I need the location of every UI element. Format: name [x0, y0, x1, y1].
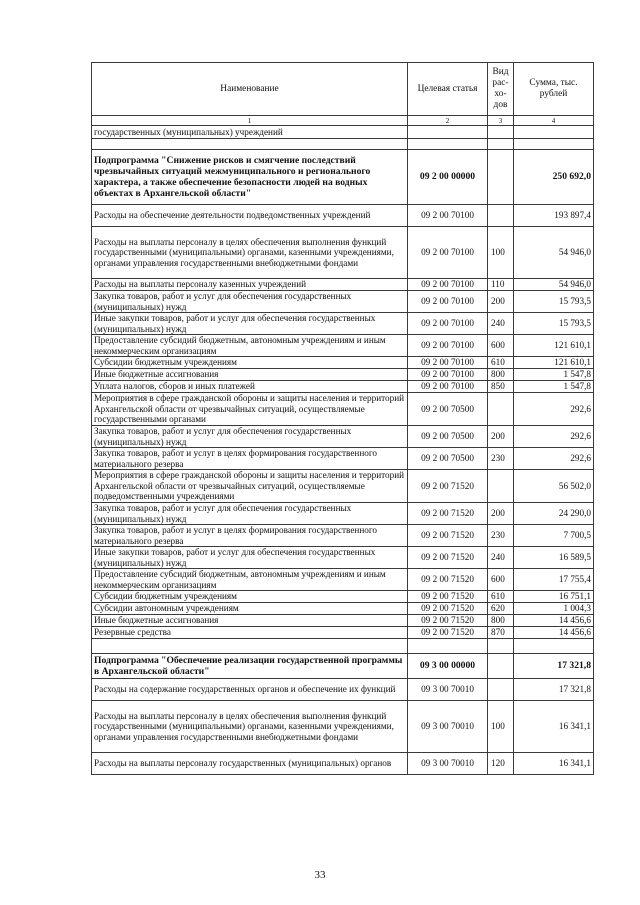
header-code: Целевая статья [408, 63, 488, 116]
row-kind [488, 393, 514, 426]
row-code: 09 2 00 00000 [408, 150, 488, 205]
row-sum: 14 456,6 [514, 615, 594, 627]
row-kind: 870 [488, 627, 514, 639]
table-row [92, 279, 594, 291]
row-name: Предоставление субсидий бюджетным, автономным учреждениям и иным некоммерческим организациям [92, 335, 408, 357]
row-kind [488, 126, 514, 139]
row-sum: 17 755,4 [514, 569, 594, 591]
table-row [92, 426, 594, 448]
row-sum: 121 610,1 [514, 335, 594, 357]
row-name: Расходы на выплаты персоналу в целях обеспечения выполнения функций государственными (муниципальными) органами, казенными учреждениями, органами управления государственными внебюджетными фондами [92, 227, 408, 279]
row-code: 09 3 00 00000 [408, 654, 488, 679]
table-row [92, 591, 594, 603]
row-sum: 17 321,8 [514, 679, 594, 701]
row-code: 09 3 00 70010 [408, 701, 488, 753]
row-sum: 193 897,4 [514, 205, 594, 227]
table-row [92, 569, 594, 591]
row-name: Закупка товаров, работ и услуг для обеспечения государственных (муниципальных) нужд [92, 291, 408, 313]
row-name: Субсидии бюджетным учреждениям [92, 357, 408, 369]
row-sum [514, 139, 594, 150]
row-kind: 100 [488, 227, 514, 279]
row-sum: 292,6 [514, 393, 594, 426]
column-number: 2 [408, 116, 488, 126]
row-sum: 54 946,0 [514, 279, 594, 291]
header-kind: Вид рас-хо-дов [488, 63, 514, 116]
page-number: 33 [314, 869, 326, 881]
row-sum: 292,6 [514, 448, 594, 470]
row-code: 09 2 00 71520 [408, 525, 488, 547]
row-kind [488, 470, 514, 503]
row-code [408, 639, 488, 654]
row-sum: 15 793,5 [514, 313, 594, 335]
row-name: Иные закупки товаров, работ и услуг для обеспечения государственных (муниципальных) нужд [92, 313, 408, 335]
row-code: 09 2 00 70100 [408, 381, 488, 393]
row-kind: 200 [488, 426, 514, 448]
column-number: 3 [488, 116, 514, 126]
row-name: Закупка товаров, работ и услуг для обеспечения государственных (муниципальных) нужд [92, 426, 408, 448]
row-code: 09 2 00 71520 [408, 547, 488, 569]
row-name: Расходы на выплаты персоналу в целях обеспечения выполнения функций государственными (муниципальными) органами, казенными учреждениями, органами управления государственными внебюджетными фондами [92, 701, 408, 753]
table-row [92, 701, 594, 753]
row-kind: 110 [488, 279, 514, 291]
table-row [92, 369, 594, 381]
row-kind [488, 679, 514, 701]
row-kind: 600 [488, 569, 514, 591]
row-sum: 24 290,0 [514, 503, 594, 525]
row-name: Предоставление субсидий бюджетным, автономным учреждениям и иным некоммерческим организациям [92, 569, 408, 591]
column-number: 1 [92, 116, 408, 126]
header-sum: Сумма, тыс. рублей [514, 63, 594, 116]
row-sum: 1 547,8 [514, 369, 594, 381]
row-kind: 230 [488, 525, 514, 547]
row-name: Закупка товаров, работ и услуг для обеспечения государственных (муниципальных) нужд [92, 503, 408, 525]
row-name: государственных (муниципальных) учреждений [92, 126, 408, 139]
row-code [408, 139, 488, 150]
row-name: Закупка товаров, работ и услуг в целях формирования государственного материального резерва [92, 448, 408, 470]
row-code: 09 2 00 70100 [408, 313, 488, 335]
row-name: Субсидии автономным учреждениям [92, 603, 408, 615]
table-row [92, 139, 594, 150]
column-number-row [92, 116, 594, 126]
row-sum [514, 639, 594, 654]
row-kind: 620 [488, 603, 514, 615]
row-sum: 14 456,6 [514, 627, 594, 639]
row-name: Подпрограмма "Снижение рисков и смягчение последствий чрезвычайных ситуаций межмуниципального и регионального характера, а также обеспечение безопасности людей на водных объектах в Архангельской области" [92, 150, 408, 205]
row-name: Иные закупки товаров, работ и услуг для обеспечения государственных (муниципальных) нужд [92, 547, 408, 569]
row-kind [488, 639, 514, 654]
row-name: Субсидии бюджетным учреждениям [92, 591, 408, 603]
table-row [92, 126, 594, 139]
row-name [92, 639, 408, 654]
row-code: 09 2 00 71520 [408, 615, 488, 627]
row-name: Резервные средства [92, 627, 408, 639]
row-kind: 120 [488, 753, 514, 775]
header-row [92, 63, 594, 116]
row-kind: 850 [488, 381, 514, 393]
table-row [92, 627, 594, 639]
table-row [92, 227, 594, 279]
row-kind [488, 654, 514, 679]
row-code: 09 2 00 71520 [408, 591, 488, 603]
row-name: Иные бюджетные ассигнования [92, 369, 408, 381]
row-code: 09 2 00 70100 [408, 227, 488, 279]
row-name: Мероприятия в сфере гражданской обороны и защиты населения и территорий Архангельской области от чрезвычайных ситуаций, осуществляемые государственными органами [92, 393, 408, 426]
row-name [92, 139, 408, 150]
header-name: Наименование [92, 63, 408, 116]
row-sum: 16 341,1 [514, 753, 594, 775]
table-row [92, 639, 594, 654]
row-code: 09 2 00 70500 [408, 426, 488, 448]
row-code: 09 2 00 71520 [408, 603, 488, 615]
row-sum: 121 610,1 [514, 357, 594, 369]
row-sum: 1 547,8 [514, 381, 594, 393]
row-sum: 56 502,0 [514, 470, 594, 503]
row-kind: 230 [488, 448, 514, 470]
row-code: 09 2 00 71520 [408, 627, 488, 639]
row-kind: 240 [488, 313, 514, 335]
row-sum: 250 692,0 [514, 150, 594, 205]
table-row [92, 654, 594, 679]
row-kind: 610 [488, 591, 514, 603]
table-row [92, 503, 594, 525]
table-row [92, 470, 594, 503]
row-sum: 54 946,0 [514, 227, 594, 279]
table-row [92, 335, 594, 357]
row-name: Расходы на обеспечение деятельности подведомственных учреждений [92, 205, 408, 227]
row-kind: 240 [488, 547, 514, 569]
row-code: 09 3 00 70010 [408, 679, 488, 701]
table-row [92, 615, 594, 627]
row-kind [488, 150, 514, 205]
row-code: 09 2 00 70100 [408, 205, 488, 227]
row-name: Расходы на выплаты персоналу государственных (муниципальных) органов [92, 753, 408, 775]
column-number: 4 [514, 116, 594, 126]
table-row [92, 291, 594, 313]
row-code: 09 2 00 70500 [408, 393, 488, 426]
row-kind: 610 [488, 357, 514, 369]
row-sum: 17 321,8 [514, 654, 594, 679]
row-code: 09 2 00 70500 [408, 448, 488, 470]
row-kind: 600 [488, 335, 514, 357]
row-kind: 200 [488, 291, 514, 313]
row-code: 09 2 00 70100 [408, 335, 488, 357]
row-code: 09 2 00 71520 [408, 470, 488, 503]
row-name: Мероприятия в сфере гражданской обороны и защиты населения и территорий Архангельской области от чрезвычайных ситуаций, осуществляемые подведомственными учреждениями [92, 470, 408, 503]
row-code: 09 2 00 70100 [408, 291, 488, 313]
row-code: 09 2 00 70100 [408, 369, 488, 381]
row-code: 09 2 00 70100 [408, 357, 488, 369]
row-kind [488, 205, 514, 227]
table-body [92, 63, 594, 775]
table-row [92, 753, 594, 775]
budget-table [91, 62, 594, 775]
row-kind: 100 [488, 701, 514, 753]
table-row [92, 393, 594, 426]
row-sum: 1 004,3 [514, 603, 594, 615]
table-row [92, 547, 594, 569]
table-row [92, 525, 594, 547]
table-row [92, 448, 594, 470]
row-sum: 16 751,1 [514, 591, 594, 603]
row-name: Расходы на выплаты персоналу казенных учреждений [92, 279, 408, 291]
row-kind: 200 [488, 503, 514, 525]
row-sum: 15 793,5 [514, 291, 594, 313]
row-name: Иные бюджетные ассигнования [92, 615, 408, 627]
row-sum [514, 126, 594, 139]
row-code [408, 126, 488, 139]
table-row [92, 205, 594, 227]
table-row [92, 603, 594, 615]
row-name: Закупка товаров, работ и услуг в целях формирования государственного материального резерва [92, 525, 408, 547]
table-row [92, 381, 594, 393]
row-code: 09 2 00 71520 [408, 503, 488, 525]
table-row [92, 313, 594, 335]
table-row [92, 679, 594, 701]
row-name: Расходы на содержание государственных органов и обеспечение их функций [92, 679, 408, 701]
row-sum: 16 589,5 [514, 547, 594, 569]
row-sum: 7 700,5 [514, 525, 594, 547]
row-kind [488, 139, 514, 150]
row-code: 09 2 00 71520 [408, 569, 488, 591]
row-kind: 800 [488, 615, 514, 627]
table-row [92, 150, 594, 205]
row-name: Подпрограмма "Обеспечение реализации государственной программы в Архангельской области" [92, 654, 408, 679]
row-code: 09 3 00 70010 [408, 753, 488, 775]
row-kind: 800 [488, 369, 514, 381]
row-sum: 16 341,1 [514, 701, 594, 753]
table-row [92, 357, 594, 369]
row-code: 09 2 00 70100 [408, 279, 488, 291]
row-sum: 292,6 [514, 426, 594, 448]
row-name: Уплата налогов, сборов и иных платежей [92, 381, 408, 393]
